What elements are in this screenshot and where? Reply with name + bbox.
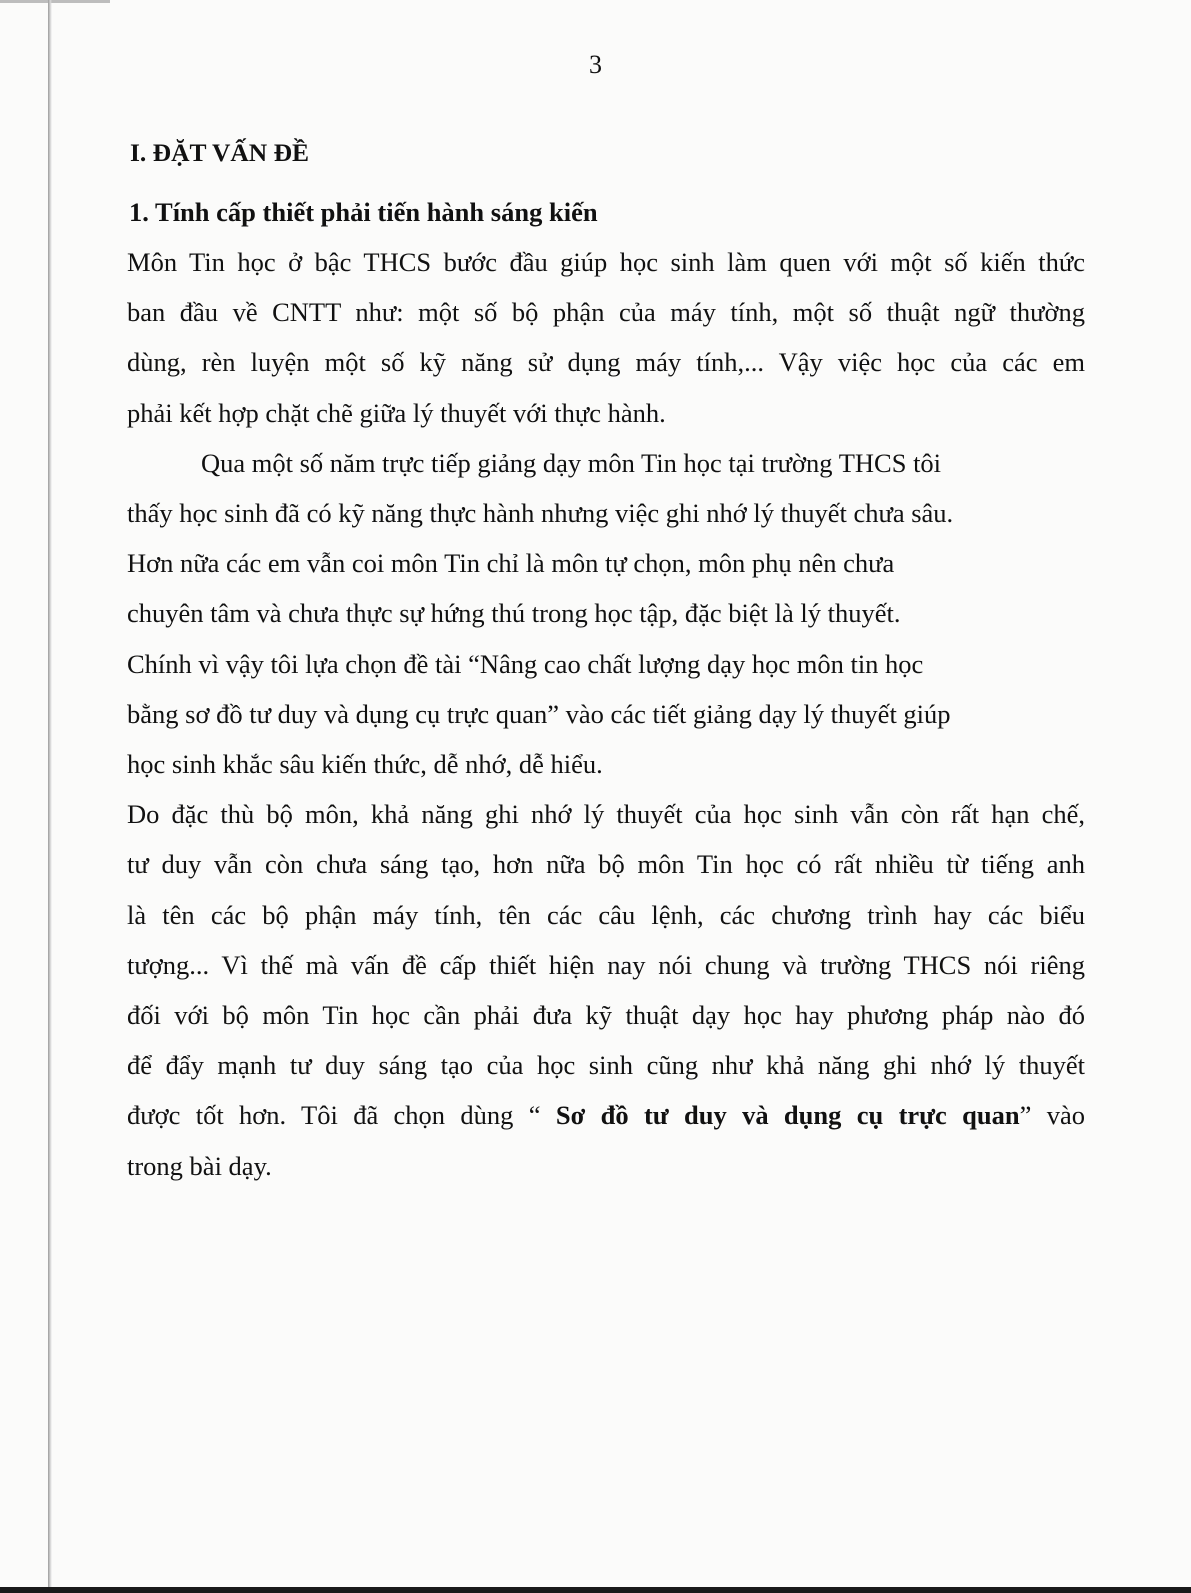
paragraph-1-line: phải kết hợp chặt chẽ giữa lý thuyết với thực hành. [127, 397, 666, 428]
paragraph-3-line: để đẩy mạnh tư duy sáng tạo của học sinh cũng như khả năng ghi nhớ lý thuyết [127, 1050, 1085, 1081]
emphasis-prefix: được tốt hơn. Tôi đã chọn dùng “ [127, 1100, 556, 1131]
emphasis-suffix: ” vào [1019, 1100, 1086, 1131]
paragraph-2-line: Hơn nữa các em vẫn coi môn Tin chỉ là môn tự chọn, môn phụ nên chưa [127, 548, 895, 579]
emphasis-title: Sơ đồ tư duy và dụng cụ trực quan [555, 1100, 1020, 1131]
scan-edge-bottom [0, 1587, 1191, 1593]
paragraph-2 [127, 438, 1085, 789]
paragraph-3-line: Do đặc thù bộ môn, khả năng ghi nhớ lý thuyết của học sinh vẫn còn rất hạn chế, [127, 799, 1085, 830]
scan-edge-left [48, 0, 52, 1593]
paragraph-2-line: Chính vì vậy tôi lựa chọn đề tài “Nâng cao chất lượng dạy học môn tin học [127, 648, 924, 679]
paragraph-3-line: đối với bộ môn Tin học cần phải đưa kỹ thuật dạy học hay phương pháp nào đó [127, 1000, 1085, 1031]
paragraph-3-line: là tên các bộ phận máy tính, tên các câu lệnh, các chương trình hay các biểu [127, 899, 1085, 930]
paragraph-1-line: Môn Tin học ở bậc THCS bước đầu giúp học sinh làm quen với một số kiến thức [127, 247, 1085, 277]
page-number: 3 [589, 50, 602, 79]
paragraph-1 [127, 237, 1085, 438]
section-heading: I. ĐẶT VẤN ĐỀ [130, 138, 310, 167]
sub-heading: 1. Tính cấp thiết phải tiến hành sáng kiến [129, 197, 598, 227]
document-body [127, 120, 1085, 1191]
paragraph-3-final-line: trong bài dạy. [127, 1150, 272, 1181]
paragraph-1-line: dùng, rèn luyện một số kỹ năng sử dụng máy tính,... Vậy việc học của các em [127, 347, 1085, 378]
paragraph-1-line: ban đầu về CNTT như: một số bộ phận của máy tính, một số thuật ngữ thường [127, 297, 1085, 328]
paragraph-3-line: tư duy vẫn còn chưa sáng tạo, hơn nữa bộ môn Tin học có rất nhiều từ tiếng anh [127, 849, 1085, 880]
paragraph-3 [127, 789, 1085, 1191]
paragraph-2-line: học sinh khắc sâu kiến thức, dễ nhớ, dễ hiểu. [127, 749, 603, 780]
paragraph-2-line: thấy học sinh đã có kỹ năng thực hành nhưng việc ghi nhớ lý thuyết chưa sâu. [127, 498, 954, 529]
paragraph-3-line: tượng... Vì thế mà vấn đề cấp thiết hiện nay nói chung và trường THCS nói riêng [127, 949, 1085, 980]
scan-edge-top [0, 0, 110, 3]
paragraph-2-line: bằng sơ đồ tư duy và dụng cụ trực quan” vào các tiết giảng dạy lý thuyết giúp [127, 698, 951, 729]
paragraph-2-line: chuyên tâm và chưa thực sự hứng thú trong học tập, đặc biệt là lý thuyết. [127, 598, 901, 629]
paragraph-2-line: Qua một số năm trực tiếp giảng dạy môn Tin học tại trường THCS tôi [201, 447, 942, 478]
paragraph-3-emphasis-line [127, 1090, 1085, 1140]
